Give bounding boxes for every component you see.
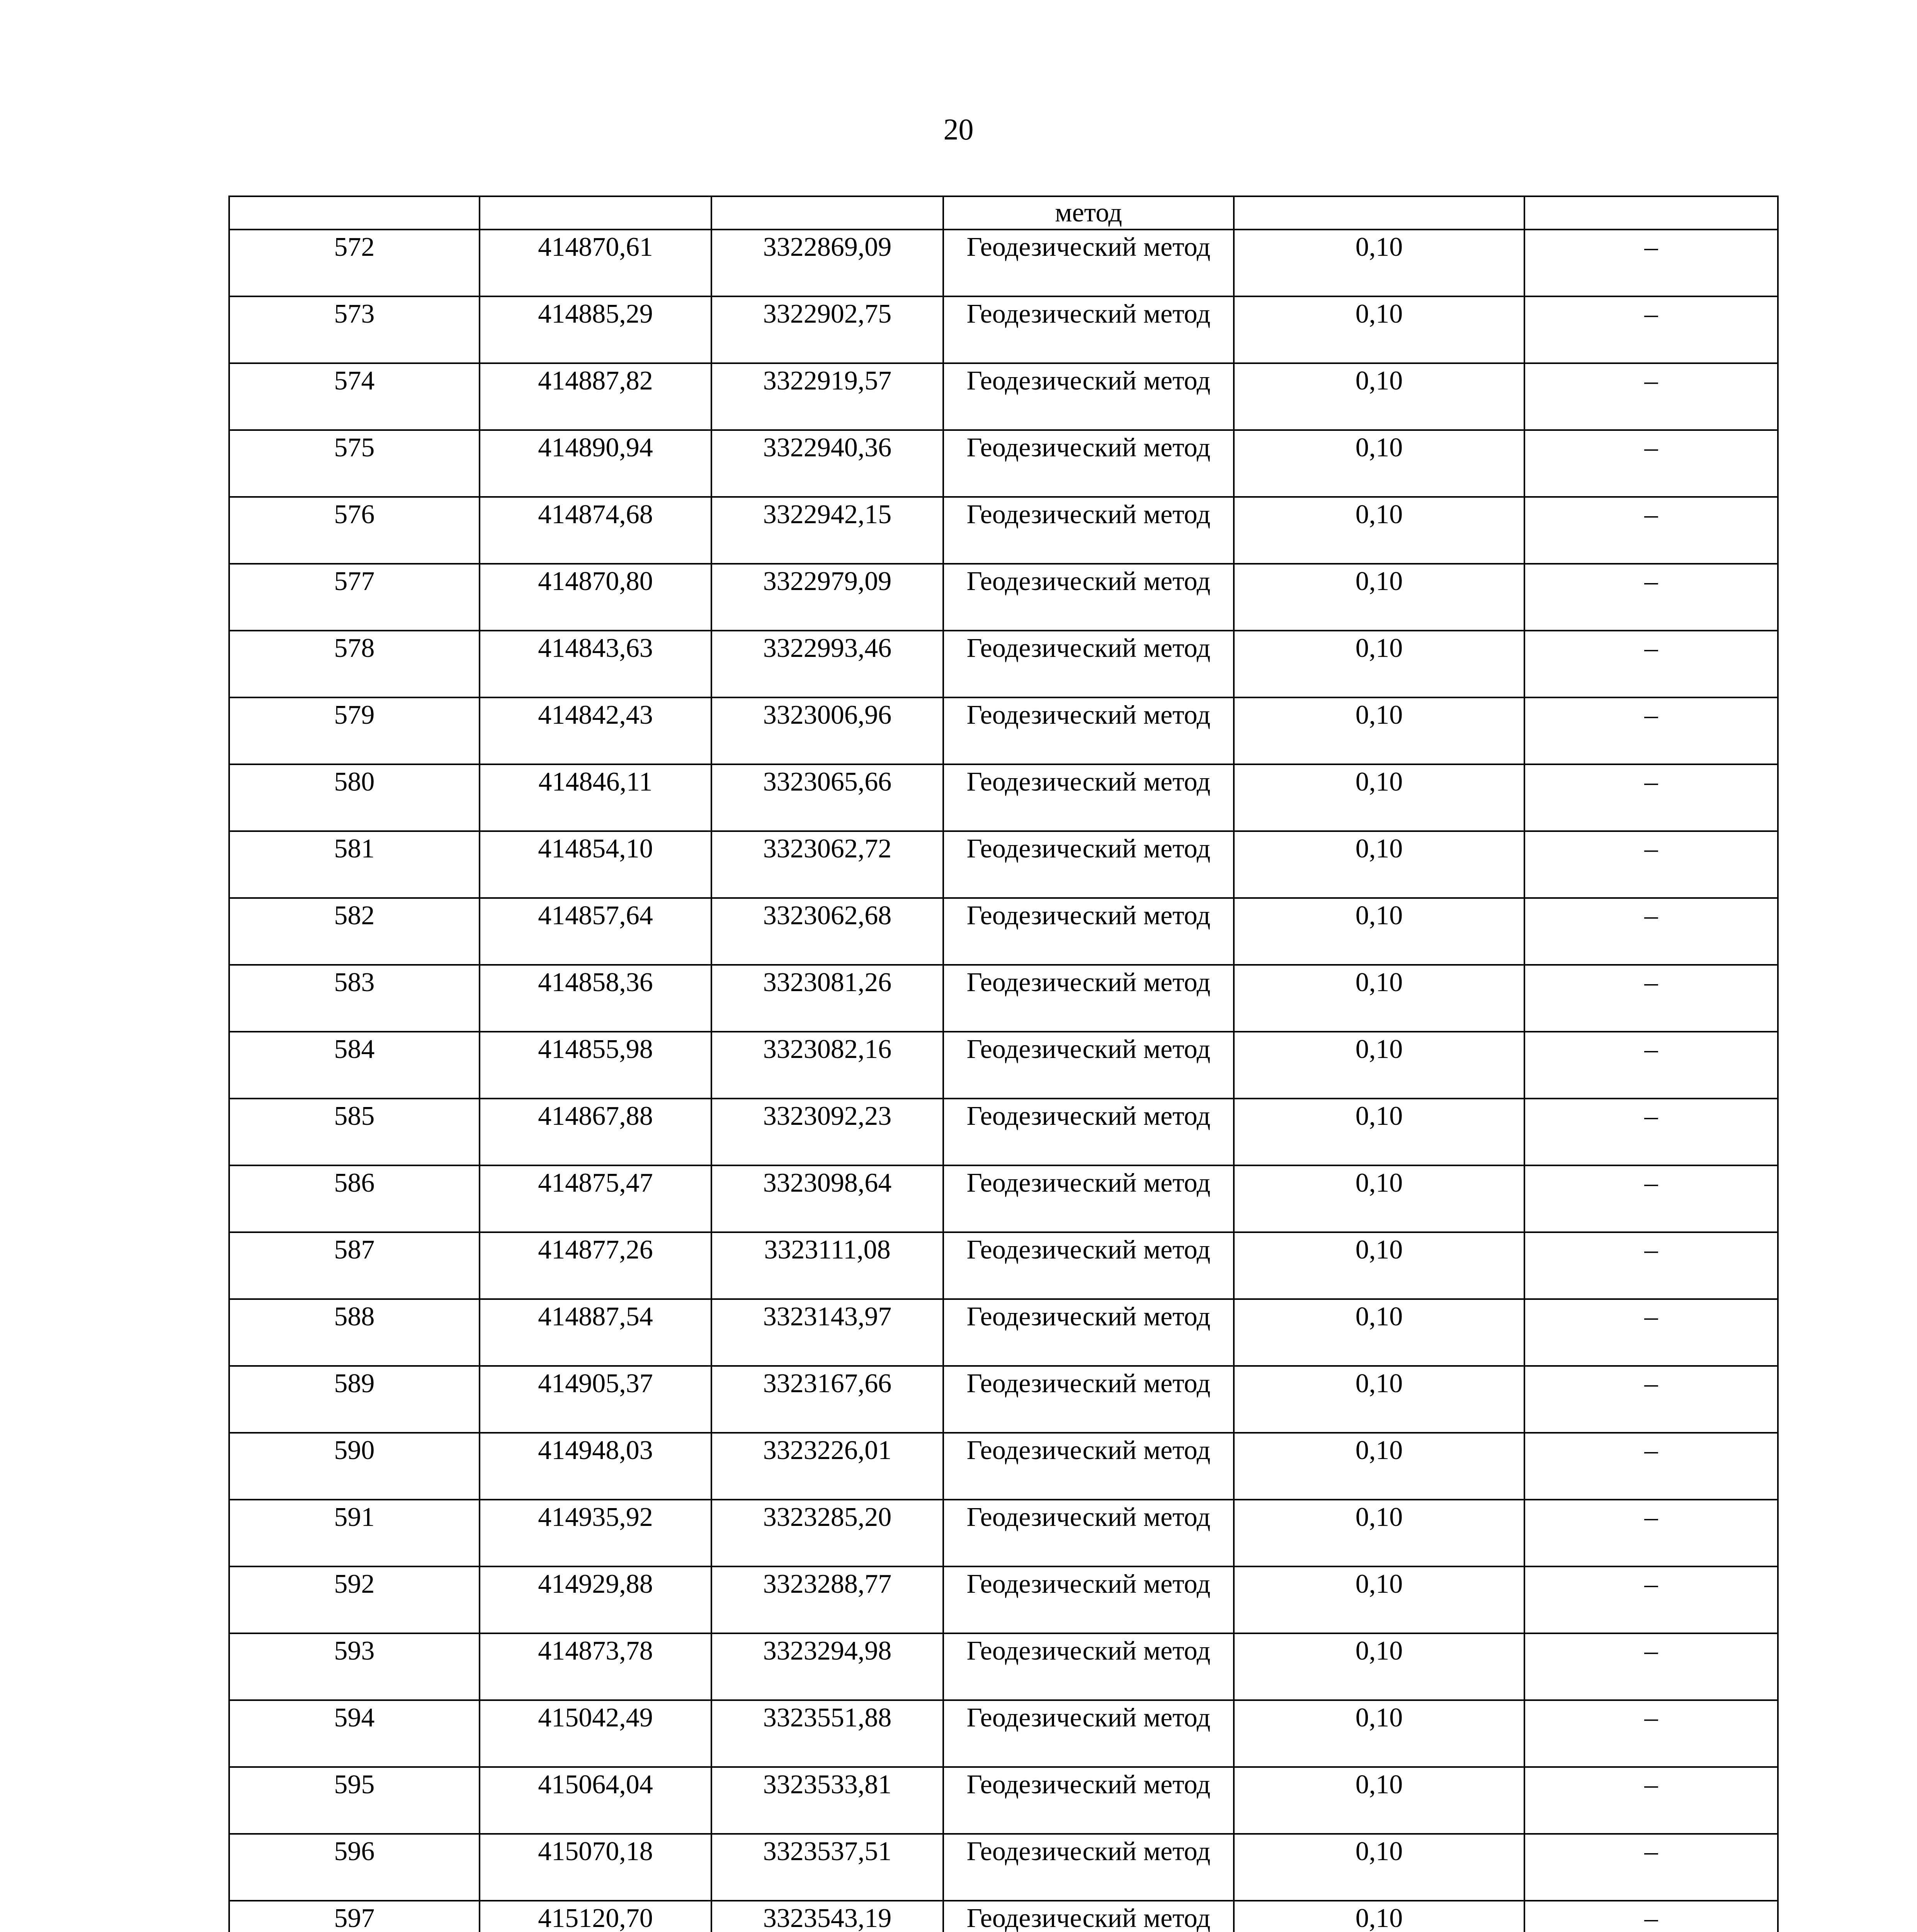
y-coordinate-cell: 3323294,98 [711,1633,943,1700]
table-cell [229,196,480,230]
point-number-cell: 590 [229,1433,480,1500]
note-cell: – [1524,1099,1778,1165]
accuracy-cell: 0,10 [1234,1566,1524,1633]
method-cell: Геодезический метод [943,1099,1234,1165]
accuracy-cell: 0,10 [1234,230,1524,296]
x-coordinate-cell: 415120,70 [480,1901,711,1932]
point-number-cell: 578 [229,631,480,697]
point-number-cell: 594 [229,1700,480,1767]
table-row [229,497,1778,564]
point-number-cell: 574 [229,363,480,430]
accuracy-cell: 0,10 [1234,497,1524,564]
table-row [229,1834,1778,1901]
point-number-cell: 592 [229,1566,480,1633]
method-cell: Геодезический метод [943,1633,1234,1700]
table-row [229,764,1778,831]
method-cell: Геодезический метод [943,1433,1234,1500]
point-number-cell: 585 [229,1099,480,1165]
page-number: 20 [943,112,974,146]
accuracy-cell: 0,10 [1234,1901,1524,1932]
point-number-cell: 579 [229,697,480,764]
note-cell: – [1524,1299,1778,1366]
table-row [229,898,1778,965]
x-coordinate-cell: 414867,88 [480,1099,711,1165]
x-coordinate-cell: 414885,29 [480,296,711,363]
note-cell: – [1524,363,1778,430]
note-cell: – [1524,965,1778,1032]
accuracy-cell: 0,10 [1234,1433,1524,1500]
note-cell: – [1524,1232,1778,1299]
y-coordinate-cell: 3323543,19 [711,1901,943,1932]
coordinates-table [228,196,1779,1932]
table-row [229,1633,1778,1700]
method-cell: Геодезический метод [943,965,1234,1032]
x-coordinate-cell: 415064,04 [480,1767,711,1834]
method-cell: Геодезический метод [943,430,1234,497]
table-row [229,230,1778,296]
accuracy-cell: 0,10 [1234,831,1524,898]
table-row [229,296,1778,363]
x-coordinate-cell: 414857,64 [480,898,711,965]
x-coordinate-cell: 414870,80 [480,564,711,631]
y-coordinate-cell: 3323062,68 [711,898,943,965]
y-coordinate-cell: 3322902,75 [711,296,943,363]
note-cell: – [1524,1433,1778,1500]
note-cell: – [1524,564,1778,631]
table-row [229,1366,1778,1433]
table-row [229,1032,1778,1099]
note-cell: – [1524,430,1778,497]
note-cell: – [1524,898,1778,965]
x-coordinate-cell: 414929,88 [480,1566,711,1633]
accuracy-cell: 0,10 [1234,1232,1524,1299]
table-row [229,1433,1778,1500]
y-coordinate-cell: 3323006,96 [711,697,943,764]
x-coordinate-cell: 414842,43 [480,697,711,764]
method-cell: Геодезический метод [943,296,1234,363]
table-row [229,1767,1778,1834]
x-coordinate-cell: 414873,78 [480,1633,711,1700]
table-row [229,430,1778,497]
method-cell: Геодезический метод [943,564,1234,631]
table-row [229,564,1778,631]
note-cell: – [1524,296,1778,363]
method-cell: Геодезический метод [943,1232,1234,1299]
table-row [229,1700,1778,1767]
x-coordinate-cell: 414874,68 [480,497,711,564]
method-cell: Геодезический метод [943,1566,1234,1633]
y-coordinate-cell: 3322993,46 [711,631,943,697]
accuracy-cell: 0,10 [1234,1767,1524,1834]
accuracy-cell: 0,10 [1234,764,1524,831]
note-cell: – [1524,497,1778,564]
table-row [229,363,1778,430]
point-number-cell: 572 [229,230,480,296]
method-cell: Геодезический метод [943,1901,1234,1932]
point-number-cell: 582 [229,898,480,965]
accuracy-cell: 0,10 [1234,1834,1524,1901]
x-coordinate-cell: 414887,82 [480,363,711,430]
y-coordinate-cell: 3323062,72 [711,831,943,898]
note-cell: – [1524,631,1778,697]
accuracy-cell: 0,10 [1234,1299,1524,1366]
note-cell: – [1524,764,1778,831]
table-row [229,1500,1778,1566]
y-coordinate-cell: 3323537,51 [711,1834,943,1901]
method-cell: Геодезический метод [943,898,1234,965]
x-coordinate-cell: 414890,94 [480,430,711,497]
accuracy-cell: 0,10 [1234,898,1524,965]
y-coordinate-cell: 3322919,57 [711,363,943,430]
point-number-cell: 589 [229,1366,480,1433]
y-coordinate-cell: 3323551,88 [711,1700,943,1767]
x-coordinate-cell: 414870,61 [480,230,711,296]
x-coordinate-cell: 414935,92 [480,1500,711,1566]
y-coordinate-cell: 3323065,66 [711,764,943,831]
point-number-cell: 595 [229,1767,480,1834]
method-cell: Геодезический метод [943,831,1234,898]
note-cell: – [1524,1165,1778,1232]
note-cell: – [1524,1633,1778,1700]
method-cell: Геодезический метод [943,1165,1234,1232]
accuracy-cell: 0,10 [1234,296,1524,363]
y-coordinate-cell: 3322942,15 [711,497,943,564]
point-number-cell: 593 [229,1633,480,1700]
accuracy-cell: 0,10 [1234,1366,1524,1433]
point-number-cell: 596 [229,1834,480,1901]
accuracy-cell: 0,10 [1234,1032,1524,1099]
table-row [229,1901,1778,1932]
note-cell: – [1524,1500,1778,1566]
method-cell: Геодезический метод [943,697,1234,764]
y-coordinate-cell: 3322979,09 [711,564,943,631]
accuracy-cell: 0,10 [1234,1500,1524,1566]
method-cell: Геодезический метод [943,1032,1234,1099]
x-coordinate-cell: 414858,36 [480,965,711,1032]
method-cell: Геодезический метод [943,1767,1234,1834]
note-cell: – [1524,1767,1778,1834]
y-coordinate-cell: 3323226,01 [711,1433,943,1500]
table-row [229,1099,1778,1165]
y-coordinate-cell: 3323081,26 [711,965,943,1032]
note-cell: – [1524,697,1778,764]
y-coordinate-cell: 3322940,36 [711,430,943,497]
y-coordinate-cell: 3323098,64 [711,1165,943,1232]
note-cell: – [1524,230,1778,296]
x-coordinate-cell: 414905,37 [480,1366,711,1433]
method-cell: Геодезический метод [943,631,1234,697]
accuracy-cell: 0,10 [1234,363,1524,430]
note-cell: – [1524,831,1778,898]
table-cell [1524,196,1778,230]
note-cell: – [1524,1566,1778,1633]
x-coordinate-cell: 414854,10 [480,831,711,898]
note-cell: – [1524,1366,1778,1433]
accuracy-cell: 0,10 [1234,1700,1524,1767]
method-cell: Геодезический метод [943,764,1234,831]
x-coordinate-cell: 414846,11 [480,764,711,831]
table-row [229,631,1778,697]
y-coordinate-cell: 3323143,97 [711,1299,943,1366]
x-coordinate-cell: 415042,49 [480,1700,711,1767]
x-coordinate-cell: 414948,03 [480,1433,711,1500]
accuracy-cell: 0,10 [1234,1165,1524,1232]
accuracy-cell: 0,10 [1234,564,1524,631]
table-row [229,1232,1778,1299]
table-row [229,1165,1778,1232]
point-number-cell: 591 [229,1500,480,1566]
y-coordinate-cell: 3323092,23 [711,1099,943,1165]
point-number-cell: 583 [229,965,480,1032]
accuracy-cell: 0,10 [1234,430,1524,497]
method-cell: Геодезический метод [943,497,1234,564]
accuracy-cell: 0,10 [1234,965,1524,1032]
point-number-cell: 573 [229,296,480,363]
table-row [229,1566,1778,1633]
point-number-cell: 584 [229,1032,480,1099]
method-cell: Геодезический метод [943,230,1234,296]
point-number-cell: 587 [229,1232,480,1299]
y-coordinate-cell: 3323082,16 [711,1032,943,1099]
y-coordinate-cell: 3322869,09 [711,230,943,296]
point-number-cell: 588 [229,1299,480,1366]
accuracy-cell: 0,10 [1234,631,1524,697]
table-row-continued [229,196,1778,230]
table-row [229,1299,1778,1366]
x-coordinate-cell: 414855,98 [480,1032,711,1099]
x-coordinate-cell: 414843,63 [480,631,711,697]
note-cell: – [1524,1834,1778,1901]
method-cell: Геодезический метод [943,1700,1234,1767]
method-cell: Геодезический метод [943,363,1234,430]
point-number-cell: 597 [229,1901,480,1932]
method-cell: метод [943,196,1234,230]
y-coordinate-cell: 3323111,08 [711,1232,943,1299]
table-cell [480,196,711,230]
table-row [229,831,1778,898]
accuracy-cell: 0,10 [1234,1099,1524,1165]
y-coordinate-cell: 3323167,66 [711,1366,943,1433]
x-coordinate-cell: 414875,47 [480,1165,711,1232]
y-coordinate-cell: 3323285,20 [711,1500,943,1566]
method-cell: Геодезический метод [943,1500,1234,1566]
table-row [229,697,1778,764]
accuracy-cell: 0,10 [1234,1633,1524,1700]
note-cell: – [1524,1032,1778,1099]
point-number-cell: 580 [229,764,480,831]
x-coordinate-cell: 414887,54 [480,1299,711,1366]
point-number-cell: 575 [229,430,480,497]
table-cell [711,196,943,230]
note-cell: – [1524,1700,1778,1767]
x-coordinate-cell: 415070,18 [480,1834,711,1901]
method-cell: Геодезический метод [943,1834,1234,1901]
table-cell [1234,196,1524,230]
note-cell: – [1524,1901,1778,1932]
point-number-cell: 577 [229,564,480,631]
accuracy-cell: 0,10 [1234,697,1524,764]
method-cell: Геодезический метод [943,1366,1234,1433]
table-row [229,965,1778,1032]
y-coordinate-cell: 3323288,77 [711,1566,943,1633]
point-number-cell: 586 [229,1165,480,1232]
point-number-cell: 576 [229,497,480,564]
x-coordinate-cell: 414877,26 [480,1232,711,1299]
y-coordinate-cell: 3323533,81 [711,1767,943,1834]
point-number-cell: 581 [229,831,480,898]
method-cell: Геодезический метод [943,1299,1234,1366]
